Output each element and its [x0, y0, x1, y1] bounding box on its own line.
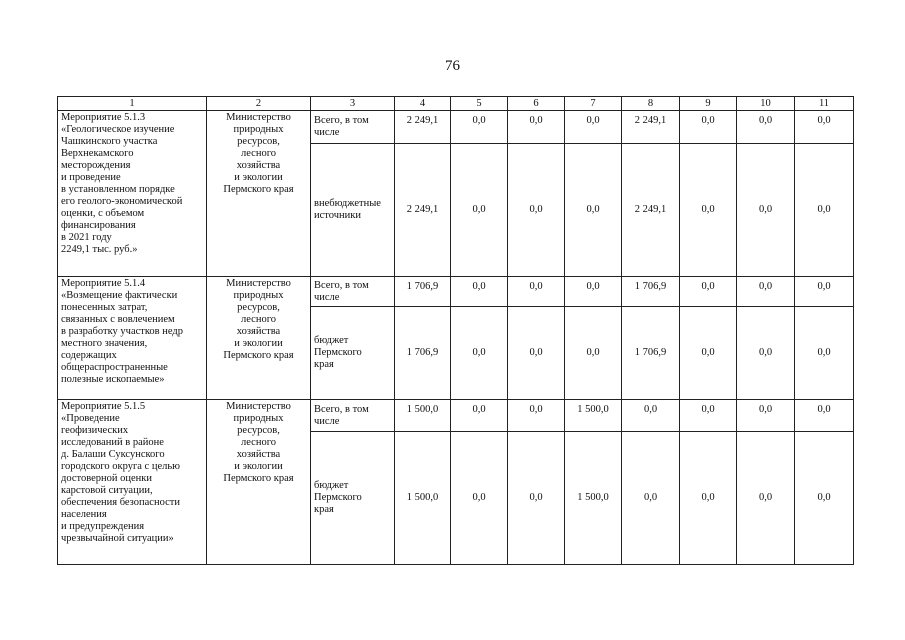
funding-source-line: края [314, 359, 334, 370]
executor-line: Пермского края [223, 184, 294, 195]
executor-line: Министерство [226, 278, 291, 289]
table-body [58, 97, 854, 565]
value-cell: 0,0 [451, 400, 508, 432]
value-cell: 1 500,0 [395, 432, 451, 565]
value-cell: 1 500,0 [565, 432, 622, 565]
value-cell: 2 249,1 [622, 144, 680, 277]
funding-source-line: Всего, в том [314, 115, 369, 126]
value-cell: 0,0 [680, 400, 737, 432]
value-cell: 0,0 [508, 277, 565, 307]
executor-line: и экологии [234, 172, 283, 183]
executor-cell [207, 400, 311, 565]
executor-line: лесного [241, 437, 276, 448]
value-cell: 1 706,9 [395, 307, 451, 400]
value-cell: 0,0 [795, 144, 854, 277]
executor-line: хозяйства [236, 449, 281, 460]
executor-line: ресурсов, [237, 136, 280, 147]
value-cell: 0,0 [737, 307, 795, 400]
description-line: «Возмещение фактически [61, 290, 178, 301]
executor-line: ресурсов, [237, 302, 280, 313]
funding-source-line: числе [314, 291, 340, 303]
value-cell: 0,0 [565, 144, 622, 277]
value-cell: 0,0 [737, 432, 795, 565]
value-cell: 0,0 [680, 144, 737, 277]
funding-source-line: бюджет [314, 480, 349, 491]
executor-line: Пермского края [223, 473, 294, 484]
value-cell: 0,0 [795, 307, 854, 400]
page-number: 76 [445, 58, 460, 74]
funding-source-line: источники [314, 210, 361, 221]
value-cell: 0,0 [737, 400, 795, 432]
value-cell: 1 500,0 [395, 400, 451, 432]
description-line: городского округа с целью [61, 461, 180, 472]
table-row [58, 400, 854, 432]
description-line: населения [61, 509, 107, 520]
header-row [58, 97, 854, 111]
column-header-3: 3 [311, 97, 395, 111]
description-line: в 2021 году [61, 232, 112, 243]
column-header-4: 4 [395, 97, 451, 111]
executor-line: лесного [241, 314, 276, 325]
description-line: чрезвычайной ситуации» [61, 533, 174, 544]
funding-source-line: бюджет [314, 335, 349, 346]
description-line: местного значения, [61, 338, 148, 349]
funding-source-cell [311, 111, 395, 144]
value-cell: 0,0 [508, 432, 565, 565]
column-header-11: 11 [795, 97, 854, 111]
description-line: Чашкинского участка [61, 136, 158, 147]
value-cell: 0,0 [508, 307, 565, 400]
value-cell: 0,0 [622, 400, 680, 432]
value-cell: 0,0 [451, 432, 508, 565]
value-cell: 0,0 [451, 144, 508, 277]
description-line: Мероприятие 5.1.3 [61, 112, 146, 123]
executor-line: Пермского края [223, 350, 294, 361]
executor-line: Министерство [226, 112, 291, 123]
description-line: в разработку участков недр [61, 326, 183, 337]
activity-description [58, 277, 207, 400]
description-line: и предупреждения [61, 521, 145, 532]
executor-line: природных [233, 124, 284, 135]
column-header-2: 2 [207, 97, 311, 111]
executor-line: и экологии [234, 338, 283, 349]
funding-source-line: внебюджетные [314, 198, 381, 209]
description-line: карстовой ситуации, [61, 485, 153, 496]
funding-source-line: числе [314, 127, 340, 138]
funding-source-cell [311, 307, 395, 400]
column-header-9: 9 [680, 97, 737, 111]
column-header-10: 10 [737, 97, 795, 111]
funding-source-line: Всего, в том [314, 403, 369, 415]
funding-source-cell [311, 432, 395, 565]
value-cell: 0,0 [737, 144, 795, 277]
column-header-5: 5 [451, 97, 508, 111]
value-cell: 0,0 [508, 111, 565, 144]
value-cell: 0,0 [795, 400, 854, 432]
column-header-1: 1 [58, 97, 207, 111]
funding-source-line: Всего, в том [314, 279, 369, 291]
value-cell: 0,0 [451, 277, 508, 307]
description-line: связанных с вовлечением [61, 314, 175, 325]
funding-source-cell [311, 144, 395, 277]
budget-table [57, 96, 854, 565]
value-cell: 0,0 [795, 432, 854, 565]
description-line: понесенных затрат, [61, 302, 148, 313]
executor-line: лесного [241, 148, 276, 159]
value-cell: 0,0 [565, 307, 622, 400]
description-line: месторождения [61, 160, 131, 171]
value-cell: 2 249,1 [395, 144, 451, 277]
funding-source-cell [311, 400, 395, 432]
value-cell: 0,0 [508, 144, 565, 277]
column-header-8: 8 [622, 97, 680, 111]
description-line: Мероприятие 5.1.4 [61, 278, 146, 289]
description-line: Верхнекамского [61, 148, 134, 159]
value-cell: 2 249,1 [622, 111, 680, 144]
value-cell: 0,0 [680, 277, 737, 307]
value-cell: 0,0 [795, 111, 854, 144]
value-cell: 1 706,9 [622, 277, 680, 307]
description-line: его геолого-экономической [61, 196, 183, 207]
funding-source-cell [311, 277, 395, 307]
description-line: содержащих [61, 350, 117, 361]
description-line: исследований в районе [61, 437, 164, 448]
funding-source-line: Пермского [314, 347, 362, 358]
executor-line: ресурсов, [237, 425, 280, 436]
description-line: и проведение [61, 172, 121, 183]
funding-source-line: Пермского [314, 492, 362, 503]
description-line: финансирования [61, 220, 136, 231]
activity-description [58, 111, 207, 277]
description-line: достоверной оценки [61, 473, 153, 484]
value-cell: 1 500,0 [565, 400, 622, 432]
table-row [58, 111, 854, 144]
value-cell: 0,0 [508, 400, 565, 432]
executor-line: природных [233, 290, 284, 301]
description-line: общераспространенные [61, 362, 168, 373]
description-line: 2249,1 тыс. руб.» [61, 244, 138, 255]
value-cell: 0,0 [737, 111, 795, 144]
executor-line: природных [233, 413, 284, 424]
column-header-7: 7 [565, 97, 622, 111]
description-line: д. Балаши Суксунского [61, 449, 165, 460]
value-cell: 1 706,9 [622, 307, 680, 400]
description-line: в установленном порядке [61, 184, 175, 195]
value-cell: 1 706,9 [395, 277, 451, 307]
value-cell: 2 249,1 [395, 111, 451, 144]
value-cell: 0,0 [737, 277, 795, 307]
description-line: обеспечения безопасности [61, 497, 180, 508]
value-cell: 0,0 [451, 307, 508, 400]
description-line: полезные ископаемые» [61, 374, 165, 385]
executor-line: и экологии [234, 461, 283, 472]
description-line: «Геологическое изучение [61, 124, 175, 135]
executor-line: хозяйства [236, 160, 281, 171]
value-cell: 0,0 [795, 277, 854, 307]
executor-cell [207, 277, 311, 400]
description-line: Мероприятие 5.1.5 [61, 401, 146, 412]
description-line: геофизических [61, 425, 129, 436]
value-cell: 0,0 [680, 307, 737, 400]
value-cell: 0,0 [565, 111, 622, 144]
funding-source-line: числе [314, 415, 340, 427]
table-row [58, 277, 854, 307]
funding-source-line: края [314, 504, 334, 515]
value-cell: 0,0 [680, 111, 737, 144]
executor-line: Министерство [226, 401, 291, 412]
column-header-6: 6 [508, 97, 565, 111]
value-cell: 0,0 [680, 432, 737, 565]
value-cell: 0,0 [622, 432, 680, 565]
executor-cell [207, 111, 311, 277]
description-line: оценки, с объемом [61, 208, 145, 219]
executor-line: хозяйства [236, 326, 281, 337]
description-line: «Проведение [61, 413, 120, 424]
value-cell: 0,0 [451, 111, 508, 144]
value-cell: 0,0 [565, 277, 622, 307]
activity-description [58, 400, 207, 565]
